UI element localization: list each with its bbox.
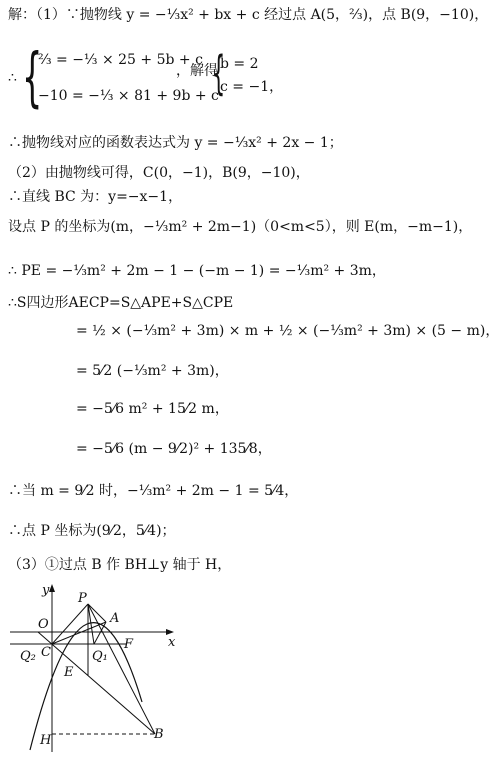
system-equation-1: ⅔ = −⅓ × 25 + 5b + c [38,52,203,68]
area-step-1: = ½ × (−⅓m² + 3m) × m + ½ × (−⅓m² + 3m) × (5 − m)， [76,323,499,339]
part3-intro: （3）①过点 B 作 BH⊥y 轴于 H， [8,557,232,573]
line-pb [88,604,155,734]
max-condition: ∴当 m = 9⁄2 时，−⅓m² + 2m − 1 = 5⁄4， [8,483,299,499]
equation-system [8,41,308,116]
solution-b: b = 2 [220,56,259,72]
therefore-symbol: ∴ [8,70,17,86]
solution-c: c = −1， [220,79,284,95]
solution-brace: { [212,46,226,100]
segment-aq1 [94,622,106,644]
label-a: A [110,611,120,626]
line-bc: ∴直线 BC 为：y=−x−1， [8,189,183,205]
part2-intro: （2）由抛物线可得，C(0，−1)，B(9，−10)， [8,165,310,181]
label-x: x [168,635,176,650]
label-q2: Q₂ [20,649,36,664]
area-step-4: = −5⁄6 (m − 9⁄2)² + 135⁄8， [76,441,272,457]
area-step-3: = −5⁄6 m² + 15⁄2 m， [76,401,229,417]
point-p-setup: 设点 P 的坐标为(m，−⅓m² + 2m−1)（0<m<5），则 E(m，−m−1)， [8,219,473,235]
area-decomposition: ∴S四边形AECP=S△APE+S△CPE [8,295,234,311]
area-step-2: = 5⁄2 (−⅓m² + 3m)， [76,363,229,379]
label-q1: Q₁ [92,649,108,664]
part1-intro: 解：（1）∵抛物线 y = −⅓x² + bx + c 经过点 A(5，⅔)，点 B(9，−10)， [8,7,489,23]
parabola-figure [8,582,188,754]
label-y: y [42,583,50,598]
solve-label: ，解得 [176,63,218,79]
system-brace: { [22,41,43,115]
y-axis-arrow [49,584,55,592]
line-bc [38,632,155,734]
label-p: P [78,591,87,606]
label-c: C [41,645,51,660]
parabola-expression: ∴抛物线对应的函数表达式为 y = −⅓x² + 2x − 1； [8,135,343,151]
label-b: B [154,727,164,742]
segment-ca [52,622,106,644]
label-o: O [38,617,49,632]
system-equation-2: −10 = −⅓ × 81 + 9b + c [38,88,219,104]
label-f: F [124,637,134,652]
label-h: H [40,733,52,748]
pe-length: ∴ PE = −⅓m² + 2m − 1 − (−m − 1) = −⅓m² + 3m， [8,263,386,279]
segment-pc [52,604,88,644]
point-p-result: ∴点 P 坐标为(9⁄2，5⁄4)； [8,523,176,539]
label-e: E [64,665,74,680]
